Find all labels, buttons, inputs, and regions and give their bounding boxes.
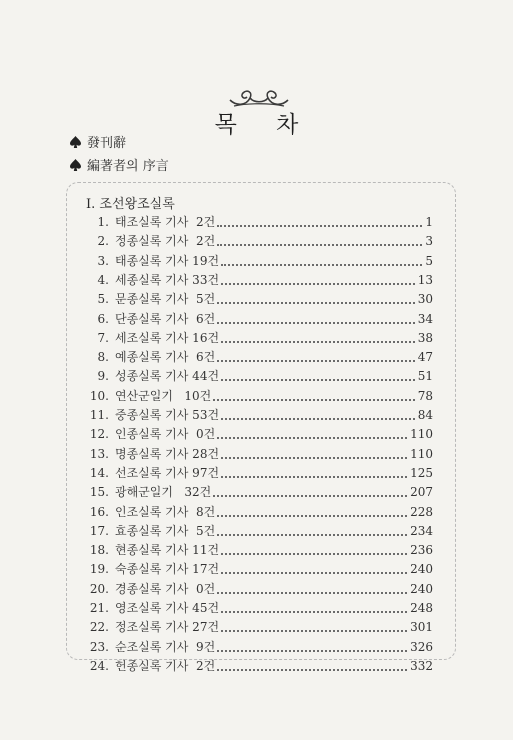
toc-number: 4. bbox=[97, 272, 109, 287]
toc-row bbox=[0, 347, 513, 367]
toc-row bbox=[0, 251, 513, 271]
toc-number: 3. bbox=[97, 253, 109, 268]
dot-leader bbox=[221, 379, 415, 381]
preface-label: 發刊辭 bbox=[87, 136, 127, 151]
toc-number: 13. bbox=[89, 446, 109, 461]
toc-page-number: 110 bbox=[410, 427, 433, 442]
ornament-icon bbox=[228, 86, 290, 108]
toc-number: 20. bbox=[89, 581, 109, 596]
toc-row bbox=[0, 502, 513, 522]
toc-number: 5. bbox=[97, 292, 109, 307]
toc-entry: 정조실록 기사 27건 bbox=[115, 620, 220, 635]
toc-row bbox=[0, 444, 513, 464]
toc-page-number: 5 bbox=[425, 253, 433, 268]
toc-entry: 단종실록 기사 6건 bbox=[115, 311, 216, 326]
toc-row bbox=[0, 328, 513, 348]
toc-row bbox=[0, 309, 513, 329]
toc-entry: 영조실록 기사 45건 bbox=[115, 601, 220, 615]
toc-row bbox=[0, 231, 513, 251]
toc-number: 18. bbox=[89, 543, 109, 558]
toc-page-number: 326 bbox=[410, 639, 433, 654]
toc-row bbox=[0, 289, 513, 309]
toc-page-number: 332 bbox=[410, 658, 433, 673]
toc-row bbox=[0, 270, 513, 290]
toc-row bbox=[0, 598, 513, 618]
toc-entry: 문종실록 기사 5건 bbox=[115, 292, 216, 307]
dot-leader bbox=[217, 650, 407, 652]
toc-entry: 효종실록 기사 5건 bbox=[115, 523, 216, 538]
preface-item bbox=[70, 155, 169, 174]
dot-leader bbox=[221, 264, 422, 266]
dot-leader bbox=[217, 515, 407, 517]
toc-number: 24. bbox=[89, 658, 109, 673]
dot-leader bbox=[217, 244, 422, 246]
toc-number: 8. bbox=[97, 350, 109, 365]
toc-page-number: 47 bbox=[417, 350, 433, 365]
toc-number: 2. bbox=[97, 234, 109, 249]
toc-page-number: 125 bbox=[410, 465, 433, 480]
toc-page-number: 248 bbox=[410, 601, 433, 615]
toc-row bbox=[0, 366, 513, 386]
toc-row bbox=[0, 521, 513, 541]
toc-page-number: 207 bbox=[410, 485, 433, 500]
toc-number: 17. bbox=[89, 523, 109, 538]
dot-leader bbox=[217, 592, 407, 594]
toc-number: 16. bbox=[89, 504, 109, 519]
toc-number: 6. bbox=[97, 311, 109, 326]
dot-leader bbox=[217, 322, 415, 324]
dot-leader bbox=[213, 399, 415, 401]
dot-leader bbox=[221, 630, 407, 632]
dot-leader bbox=[221, 457, 407, 459]
toc-entry: 순조실록 기사 9건 bbox=[115, 639, 216, 654]
dot-leader bbox=[217, 669, 407, 671]
dot-leader bbox=[217, 225, 422, 227]
toc-row bbox=[0, 212, 513, 232]
toc-page-number: 78 bbox=[417, 388, 433, 403]
toc-page-number: 234 bbox=[410, 523, 433, 538]
toc-number: 1. bbox=[97, 215, 109, 229]
dot-leader bbox=[217, 360, 415, 362]
toc-entry: 태조실록 기사 2건 bbox=[115, 215, 216, 229]
toc-entry: 헌종실록 기사 2건 bbox=[115, 658, 216, 673]
toc-entry: 선조실록 기사 97건 bbox=[115, 465, 220, 480]
dot-leader bbox=[217, 302, 415, 304]
section-heading: Ⅰ. 조선왕조실록 bbox=[86, 197, 175, 212]
toc-page-number: 240 bbox=[410, 562, 433, 577]
toc-page-number: 38 bbox=[417, 330, 433, 345]
toc-number: 12. bbox=[89, 427, 109, 442]
toc-row bbox=[0, 656, 513, 676]
toc-page-number: 34 bbox=[417, 311, 433, 326]
toc-row bbox=[0, 540, 513, 560]
toc-entry: 중종실록 기사 53건 bbox=[115, 408, 220, 422]
toc-number: 23. bbox=[89, 639, 109, 654]
toc-page-number: 51 bbox=[417, 369, 433, 384]
spade-icon bbox=[70, 136, 81, 148]
toc-row bbox=[0, 405, 513, 425]
toc-entry: 인조실록 기사 8건 bbox=[115, 504, 216, 519]
toc-number: 14. bbox=[89, 465, 109, 480]
toc-entry: 정종실록 기사 2건 bbox=[115, 234, 216, 249]
toc-row bbox=[0, 482, 513, 502]
toc-page-number: 84 bbox=[417, 408, 433, 422]
toc-entry: 성종실록 기사 44건 bbox=[115, 369, 220, 384]
toc-page-number: 301 bbox=[410, 620, 433, 635]
toc-page-number: 240 bbox=[410, 581, 433, 596]
page-title: 목 차 bbox=[214, 112, 315, 138]
toc-row bbox=[0, 637, 513, 657]
toc-entry: 세조실록 기사 16건 bbox=[115, 330, 220, 345]
dot-leader bbox=[217, 534, 407, 536]
toc-page-number: 236 bbox=[410, 543, 433, 558]
toc-entry: 태종실록 기사 19건 bbox=[115, 253, 220, 268]
toc-page-number: 228 bbox=[410, 504, 433, 519]
toc-entry: 숙종실록 기사 17건 bbox=[115, 562, 220, 577]
preface-item bbox=[70, 132, 126, 151]
toc-page-number: 3 bbox=[425, 234, 433, 249]
toc-entry: 인종실록 기사 0건 bbox=[115, 427, 216, 442]
toc-entry: 명종실록 기사 28건 bbox=[115, 446, 220, 461]
toc-page-number: 13 bbox=[417, 272, 433, 287]
toc-number: 9. bbox=[97, 369, 109, 384]
toc-entry: 현종실록 기사 11건 bbox=[115, 543, 220, 558]
toc-row bbox=[0, 424, 513, 444]
toc-row bbox=[0, 579, 513, 599]
dot-leader bbox=[221, 476, 407, 478]
toc-number: 19. bbox=[89, 562, 109, 577]
toc-number: 11. bbox=[89, 408, 109, 422]
toc-page-number: 110 bbox=[410, 446, 433, 461]
toc-page-number: 1 bbox=[425, 215, 433, 229]
dot-leader bbox=[213, 495, 407, 497]
dot-leader bbox=[221, 283, 415, 285]
dot-leader bbox=[217, 437, 407, 439]
dot-leader bbox=[221, 572, 407, 574]
dot-leader bbox=[221, 611, 407, 613]
toc-row bbox=[0, 559, 513, 579]
dot-leader bbox=[221, 341, 415, 343]
toc-entry: 세종실록 기사 33건 bbox=[115, 272, 220, 287]
toc-number: 10. bbox=[89, 388, 109, 403]
toc-entry: 연산군일기 10건 bbox=[115, 388, 212, 403]
toc-row bbox=[0, 386, 513, 406]
toc-page-number: 30 bbox=[417, 292, 433, 307]
toc-number: 22. bbox=[89, 620, 109, 635]
toc-row bbox=[0, 463, 513, 483]
dot-leader bbox=[221, 553, 407, 555]
dot-leader bbox=[221, 418, 415, 420]
toc-number: 21. bbox=[89, 601, 109, 615]
toc-entry: 경종실록 기사 0건 bbox=[115, 581, 216, 596]
toc-number: 7. bbox=[97, 330, 109, 345]
spade-icon bbox=[70, 159, 81, 171]
toc-entry: 예종실록 기사 6건 bbox=[115, 350, 216, 365]
toc-row bbox=[0, 617, 513, 637]
preface-label: 編著者의 序言 bbox=[87, 159, 169, 174]
toc-number: 15. bbox=[89, 485, 109, 500]
toc-entry: 광해군일기 32건 bbox=[115, 485, 212, 500]
